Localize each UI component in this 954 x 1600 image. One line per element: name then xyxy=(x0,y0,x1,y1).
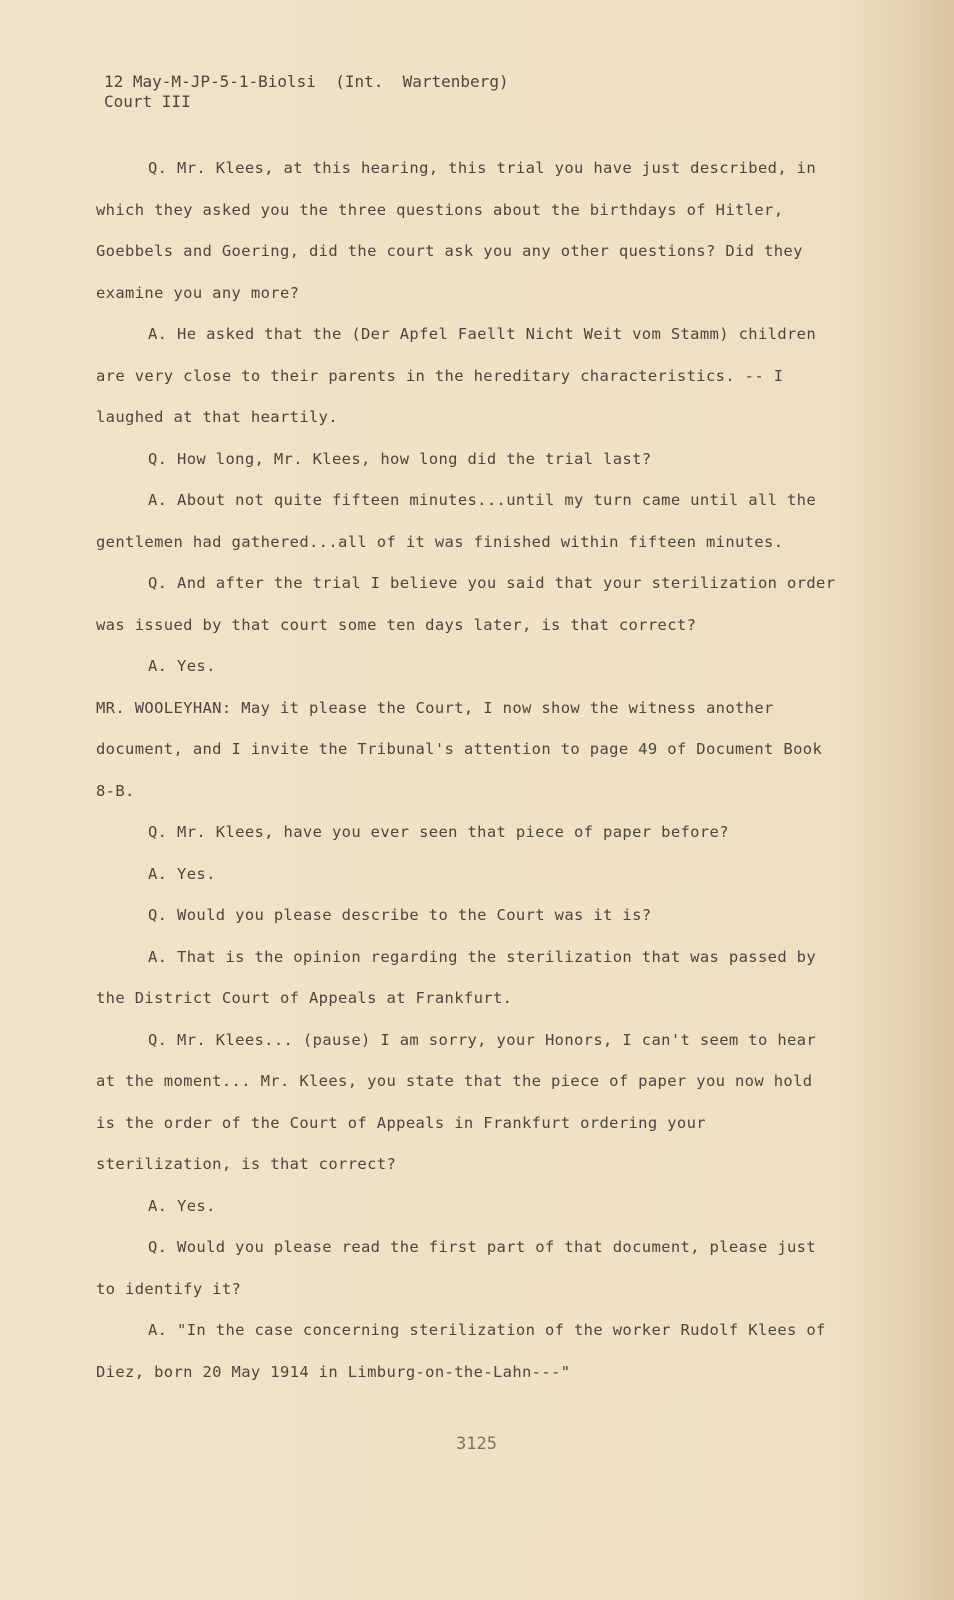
header-line-1: 12 May-M-JP-5-1-Biolsi (Int. Wartenberg) xyxy=(104,72,509,91)
transcript-body xyxy=(96,148,836,1393)
document-header xyxy=(104,72,509,112)
transcript-paragraph: Q. Would you please read the first part of that document, please just to identify it? xyxy=(96,1238,817,1298)
transcript-paragraph: A. "In the case concerning sterilization of the worker Rudolf Klees of Diez, born 20 May 1914 in Limburg-on-the-Lahn---" xyxy=(96,1321,826,1381)
transcript-paragraph: Q. Mr. Klees, at this hearing, this trial you have just described, in which they asked you the three questions about the birthdays of Hitler, Goebbels and Goering, did the court ask you any other questions? Did they examine you any more? xyxy=(96,159,817,302)
transcript-paragraph: Q. Mr. Klees... (pause) I am sorry, your Honors, I can't seem to hear at the moment... Mr. Klees, you state that the piece of paper you now hold is the order of the Court of Appeals in Frankfurt ordering your sterilization, is that correct? xyxy=(96,1030,817,1173)
transcript-paragraph: A. Yes. xyxy=(148,657,216,675)
transcript-paragraph: Q. Would you please describe to the Court was it is? xyxy=(148,906,652,924)
transcript-paragraph: Q. Mr. Klees, have you ever seen that piece of paper before? xyxy=(148,823,729,841)
transcript-paragraph: A. Yes. xyxy=(148,864,216,883)
transcript-paragraph: A. About not quite fifteen minutes...until my turn came until all the gentlemen had gathered...all of it was finished within fifteen minutes. xyxy=(96,491,817,551)
transcript-paragraph: Q. And after the trial I believe you said that your sterilization order was issued by that court some ten days later, is that correct? xyxy=(96,574,836,634)
transcript-paragraph: A. Yes. xyxy=(148,1196,216,1215)
header-line-2: Court III xyxy=(104,92,191,111)
transcript-paragraph: A. That is the opinion regarding the sterilization that was passed by the District Court of Appeals at Frankfurt. xyxy=(96,947,817,1007)
page-number: 3125 xyxy=(456,1434,497,1454)
transcript-paragraph: A. He asked that the (Der Apfel Faellt Nicht Weit vom Stamm) children are very close to their parents in the hereditary characteristics. -- I laughed at that heartily. xyxy=(96,325,817,426)
transcript-paragraph: Q. How long, Mr. Klees, how long did the trial last? xyxy=(148,449,652,468)
transcript-paragraph: MR. WOOLEYHAN: May it please the Court, I now show the witness another document, and I invite the Tribunal's attention to page 49 of Document Book 8-B. xyxy=(96,698,823,800)
